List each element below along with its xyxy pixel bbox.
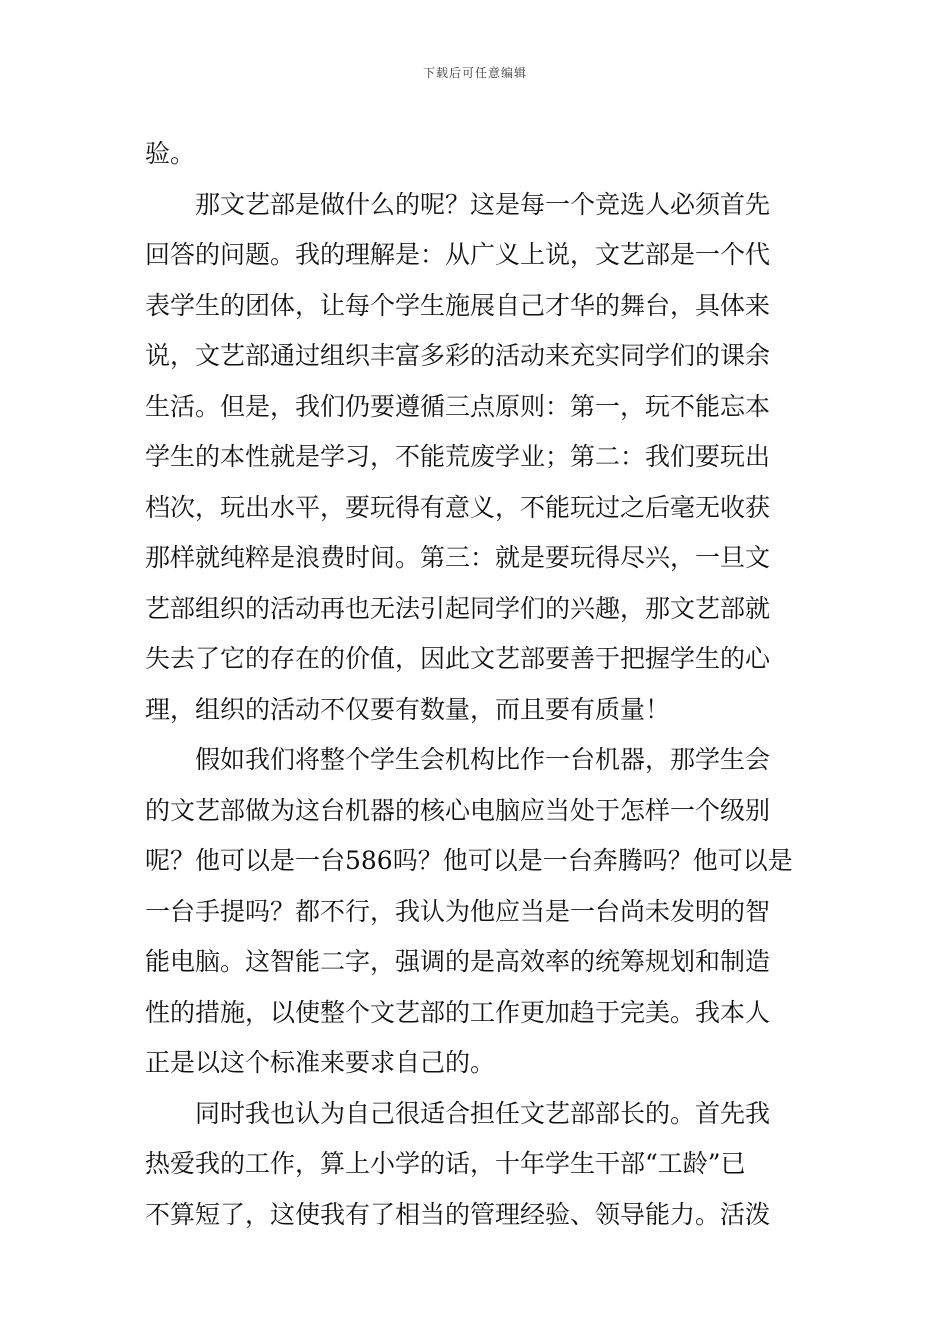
text-line: 说，文艺部通过组织丰富多彩的活动来充实同学们的课余 bbox=[145, 341, 771, 370]
text-line: 艺部组织的活动再也无法引起同学们的兴趣，那文艺部就 bbox=[145, 593, 771, 623]
text-line: 那文艺部是做什么的呢？这是每一个竞选人必须首先 bbox=[145, 189, 771, 219]
text-line: 回答的问题。我的理解是：从广义上说，文艺部是一个代 bbox=[145, 240, 771, 269]
page-header: 下载后可任意编辑 bbox=[422, 66, 527, 80]
text-line: 档次，玩出水平，要玩得有意义，不能玩过之后毫无收获 bbox=[145, 492, 771, 522]
text-line: 不算短了，这使我有了相当的管理经验、领导能力。活泼 bbox=[145, 1199, 771, 1229]
text-line: 正是以这个标准来要求自己的。 bbox=[145, 1048, 496, 1077]
document-body bbox=[145, 129, 807, 1240]
text-line: 呢？他可以是一台586吗？他可以是一台奔腾吗？他可以是 bbox=[145, 846, 793, 875]
text-line: 验。 bbox=[145, 139, 196, 168]
text-line: 假如我们将整个学生会机构比作一台机器，那学生会 bbox=[145, 745, 771, 774]
text-line: 同时我也认为自己很适合担任文艺部部长的。首先我 bbox=[145, 1098, 771, 1128]
text-line: 表学生的团体，让每个学生施展自己才华的舞台，具体来 bbox=[145, 290, 771, 320]
text-line: 学生的本性就是学习，不能荒废学业；第二：我们要玩出 bbox=[145, 442, 771, 471]
text-line: 热爱我的工作，算上小学的话，十年学生干部“工龄”已 bbox=[145, 1149, 746, 1178]
text-line: 性的措施，以使整个文艺部的工作更加趋于完美。我本人 bbox=[145, 997, 771, 1027]
text-line: 的文艺部做为这台机器的核心电脑应当处于怎样一个级别 bbox=[145, 795, 771, 825]
text-line: 理，组织的活动不仅要有数量，而且要有质量！ bbox=[145, 694, 671, 724]
text-line: 能电脑。这智能二字，强调的是高效率的统筹规划和制造 bbox=[145, 947, 771, 976]
text-line: 生活。但是，我们仍要遵循三点原则：第一，玩不能忘本 bbox=[145, 391, 771, 421]
text-line: 失去了它的存在的价值，因此文艺部要善于把握学生的心 bbox=[145, 644, 771, 673]
text-line: 那样就纯粹是浪费时间。第三：就是要玩得尽兴，一旦文 bbox=[145, 543, 771, 572]
text-line: 一台手提吗？都不行，我认为他应当是一台尚未发明的智 bbox=[145, 896, 771, 926]
